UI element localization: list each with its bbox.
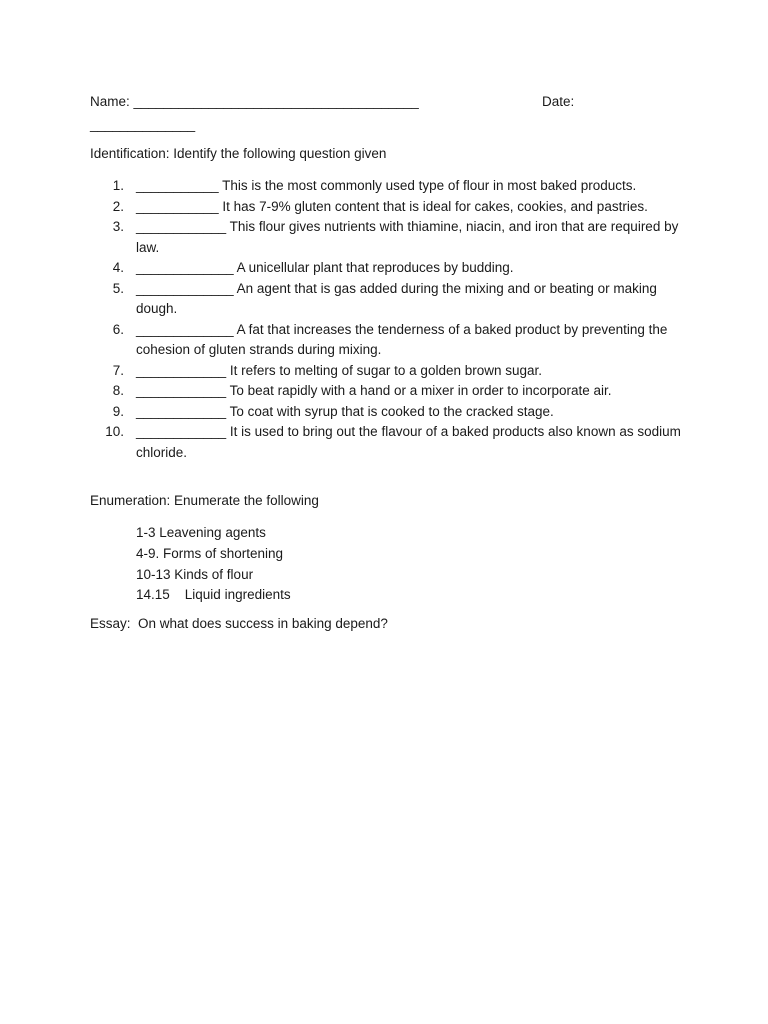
question-text: ____________ This flour gives nutrients with thiamine, niacin, and iron that are required by law. (136, 219, 679, 255)
question-number: 6. (112, 321, 124, 337)
enumeration-item: 4-9. Forms of shortening (136, 545, 284, 561)
question-item (90, 361, 690, 382)
question-text: ____________ To coat with syrup that is cooked to the cracked stage. (136, 403, 554, 419)
enumeration-list (136, 523, 291, 606)
question-text: _____________ A unicellular plant that reproduces by budding. (136, 260, 514, 275)
question-number: 5. (112, 280, 124, 296)
question-text: ____________ To beat rapidly with a hand or a mixer in order to incorporate air. (136, 383, 612, 398)
question-number: 2. (112, 198, 124, 214)
question-text: ___________ It has 7-9% gluten content that is ideal for cakes, cookies, and pastries. (136, 198, 648, 214)
question-text: _____________ A fat that increases the tenderness of a baked product by preventing the cohesion of gluten strands during mixing. (136, 321, 668, 357)
question-number: 10. (105, 424, 124, 439)
question-number: 9. (112, 403, 124, 419)
date-field-line: ______________ (90, 117, 196, 132)
question-text: ___________ This is the most commonly used type of flour in most baked products. (136, 178, 637, 193)
identification-heading: Identification: Identify the following question given (90, 146, 387, 161)
question-number: 4. (112, 260, 124, 275)
question-item (90, 217, 690, 258)
date-field-label: Date: (542, 94, 575, 109)
question-item (90, 279, 690, 320)
enumeration-item: 14.15 Liquid ingredients (136, 587, 291, 603)
question-item (90, 402, 690, 423)
name-field-label: Name: ______________________________________ (90, 94, 419, 109)
question-text: _____________ An agent that is gas added during the mixing and or beating or making dough. (136, 280, 657, 316)
question-number: 7. (112, 362, 124, 378)
question-item (90, 422, 690, 463)
identification-list (90, 176, 690, 463)
question-item (90, 381, 690, 402)
question-number: 8. (112, 383, 124, 398)
question-item (90, 258, 690, 279)
essay-question: Essay: On what does success in baking depend? (90, 616, 388, 631)
enumeration-item: 1-3 Leavening agents (136, 525, 266, 540)
question-item (90, 176, 690, 197)
enumeration-item: 10-13 Kinds of flour (136, 566, 254, 582)
question-item (90, 197, 690, 218)
question-number: 3. (112, 219, 124, 234)
question-text: ____________ It refers to melting of sugar to a golden brown sugar. (136, 362, 543, 378)
enumeration-heading: Enumeration: Enumerate the following (90, 493, 319, 508)
question-text: ____________ It is used to bring out the flavour of a baked products also known as sodium chloride. (136, 424, 681, 460)
question-number: 1. (112, 178, 124, 193)
question-item (90, 320, 690, 361)
